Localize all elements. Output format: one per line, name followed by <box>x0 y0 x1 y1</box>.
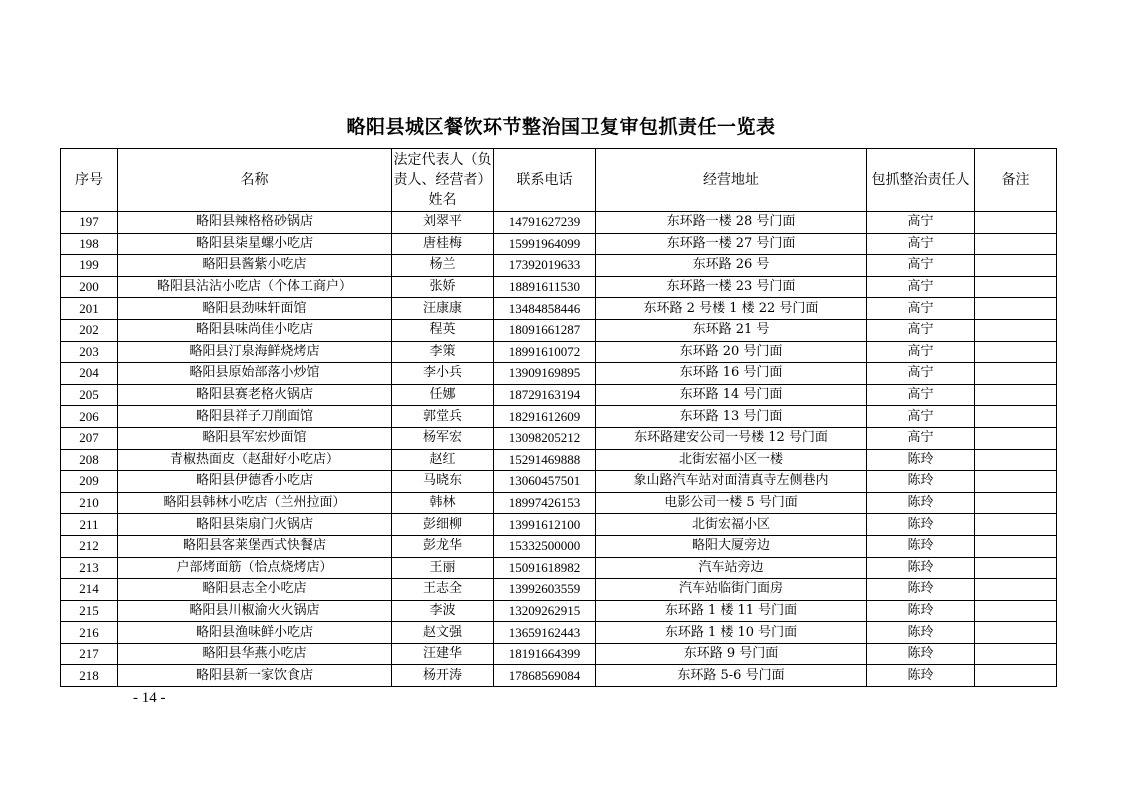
cell-phone: 15291469888 <box>494 449 596 471</box>
cell-name: 略阳县志全小吃店 <box>118 579 392 601</box>
cell-legal-rep: 赵文强 <box>392 622 494 644</box>
table-row <box>61 579 1057 601</box>
cell-address: 东环路 16 号门面 <box>596 363 867 385</box>
cell-seq: 208 <box>61 449 118 471</box>
header-seq: 序号 <box>61 149 118 212</box>
header-name: 名称 <box>118 149 392 212</box>
cell-address: 东环路建安公司一号楼 12 号门面 <box>596 427 867 449</box>
cell-legal-rep: 李小兵 <box>392 363 494 385</box>
table-row <box>61 600 1057 622</box>
cell-notes <box>975 600 1057 622</box>
cell-name: 略阳县军宏炒面馆 <box>118 427 392 449</box>
cell-legal-rep: 张娇 <box>392 276 494 298</box>
cell-name: 略阳县韩林小吃店（兰州拉面） <box>118 492 392 514</box>
cell-phone: 18291612609 <box>494 406 596 428</box>
cell-legal-rep: 杨兰 <box>392 255 494 277</box>
table-row <box>61 233 1057 255</box>
document-title: 略阳县城区餐饮环节整治国卫复审包抓责任一览表 <box>346 116 776 138</box>
cell-phone: 13992603559 <box>494 579 596 601</box>
cell-address: 北街宏福小区 <box>596 514 867 536</box>
cell-responsible: 陈玲 <box>867 492 975 514</box>
cell-notes <box>975 622 1057 644</box>
cell-phone: 13209262915 <box>494 600 596 622</box>
cell-seq: 218 <box>61 665 118 687</box>
cell-legal-rep: 刘翠平 <box>392 212 494 234</box>
responsibility-table <box>60 148 1057 687</box>
cell-seq: 198 <box>61 233 118 255</box>
cell-seq: 213 <box>61 557 118 579</box>
cell-notes <box>975 471 1057 493</box>
cell-seq: 210 <box>61 492 118 514</box>
cell-name: 略阳县新一家饮食店 <box>118 665 392 687</box>
cell-responsible: 高宁 <box>867 427 975 449</box>
table-header-row <box>61 149 1057 212</box>
cell-phone: 13098205212 <box>494 427 596 449</box>
cell-seq: 206 <box>61 406 118 428</box>
cell-phone: 18191664399 <box>494 643 596 665</box>
cell-responsible: 高宁 <box>867 406 975 428</box>
table-body <box>61 212 1057 687</box>
cell-address: 东环路 5-6 号门面 <box>596 665 867 687</box>
cell-legal-rep: 王丽 <box>392 557 494 579</box>
cell-notes <box>975 427 1057 449</box>
cell-responsible: 高宁 <box>867 255 975 277</box>
cell-name: 略阳县川椒渝火火锅店 <box>118 600 392 622</box>
cell-name: 略阳县原始部落小炒馆 <box>118 363 392 385</box>
cell-legal-rep: 彭细柳 <box>392 514 494 536</box>
cell-seq: 200 <box>61 276 118 298</box>
cell-phone: 15991964099 <box>494 233 596 255</box>
table-row <box>61 341 1057 363</box>
table-row <box>61 514 1057 536</box>
cell-address: 东环路 9 号门面 <box>596 643 867 665</box>
cell-notes <box>975 276 1057 298</box>
cell-name: 略阳县酱紫小吃店 <box>118 255 392 277</box>
cell-notes <box>975 492 1057 514</box>
table-row <box>61 557 1057 579</box>
cell-legal-rep: 韩林 <box>392 492 494 514</box>
cell-notes <box>975 233 1057 255</box>
cell-address: 东环路 2 号楼 1 楼 22 号门面 <box>596 298 867 320</box>
cell-phone: 13991612100 <box>494 514 596 536</box>
cell-responsible: 高宁 <box>867 384 975 406</box>
cell-address: 东环路一楼 27 号门面 <box>596 233 867 255</box>
cell-legal-rep: 唐桂梅 <box>392 233 494 255</box>
cell-legal-rep: 王志全 <box>392 579 494 601</box>
cell-phone: 15332500000 <box>494 535 596 557</box>
cell-phone: 13659162443 <box>494 622 596 644</box>
cell-phone: 18891611530 <box>494 276 596 298</box>
cell-responsible: 高宁 <box>867 298 975 320</box>
table-row <box>61 427 1057 449</box>
cell-notes <box>975 341 1057 363</box>
cell-seq: 201 <box>61 298 118 320</box>
cell-phone: 14791627239 <box>494 212 596 234</box>
cell-notes <box>975 643 1057 665</box>
cell-phone: 13484858446 <box>494 298 596 320</box>
cell-name: 略阳县渔味鲜小吃店 <box>118 622 392 644</box>
cell-seq: 205 <box>61 384 118 406</box>
cell-phone: 13060457501 <box>494 471 596 493</box>
cell-notes <box>975 255 1057 277</box>
table-row <box>61 319 1057 341</box>
cell-address: 东环路 13 号门面 <box>596 406 867 428</box>
cell-responsible: 陈玲 <box>867 557 975 579</box>
cell-address: 东环路 21 号 <box>596 319 867 341</box>
cell-legal-rep: 杨军宏 <box>392 427 494 449</box>
cell-responsible: 高宁 <box>867 363 975 385</box>
cell-phone: 13909169895 <box>494 363 596 385</box>
cell-name: 略阳县柒星螺小吃店 <box>118 233 392 255</box>
cell-responsible: 高宁 <box>867 319 975 341</box>
cell-legal-rep: 汪康康 <box>392 298 494 320</box>
cell-name: 略阳县汀泉海鲜烧烤店 <box>118 341 392 363</box>
cell-legal-rep: 马晓东 <box>392 471 494 493</box>
cell-legal-rep: 程英 <box>392 319 494 341</box>
cell-address: 东环路 20 号门面 <box>596 341 867 363</box>
cell-responsible: 高宁 <box>867 212 975 234</box>
cell-notes <box>975 514 1057 536</box>
cell-phone: 15091618982 <box>494 557 596 579</box>
cell-name: 略阳县伊德香小吃店 <box>118 471 392 493</box>
cell-name: 略阳县华燕小吃店 <box>118 643 392 665</box>
cell-phone: 18997426153 <box>494 492 596 514</box>
cell-responsible: 陈玲 <box>867 535 975 557</box>
cell-legal-rep: 李策 <box>392 341 494 363</box>
cell-name: 略阳县劲味轩面馆 <box>118 298 392 320</box>
header-address: 经营地址 <box>596 149 867 212</box>
cell-seq: 216 <box>61 622 118 644</box>
cell-name: 青椒热面皮（赵甜好小吃店） <box>118 449 392 471</box>
header-notes: 备注 <box>975 149 1057 212</box>
cell-notes <box>975 298 1057 320</box>
cell-address: 东环路一楼 23 号门面 <box>596 276 867 298</box>
cell-responsible: 高宁 <box>867 276 975 298</box>
cell-phone: 17868569084 <box>494 665 596 687</box>
page-number: - 14 - <box>133 690 166 706</box>
table-row <box>61 212 1057 234</box>
cell-phone: 18991610072 <box>494 341 596 363</box>
cell-legal-rep: 任娜 <box>392 384 494 406</box>
table-row <box>61 665 1057 687</box>
table-row <box>61 363 1057 385</box>
table-row <box>61 298 1057 320</box>
cell-address: 汽车站旁边 <box>596 557 867 579</box>
header-phone: 联系电话 <box>494 149 596 212</box>
cell-name: 户部烤面筋（恰点烧烤店） <box>118 557 392 579</box>
cell-name: 略阳县柒扇门火锅店 <box>118 514 392 536</box>
cell-address: 略阳大厦旁边 <box>596 535 867 557</box>
cell-notes <box>975 212 1057 234</box>
cell-responsible: 高宁 <box>867 341 975 363</box>
cell-address: 象山路汽车站对面清真寺左侧巷内 <box>596 471 867 493</box>
cell-phone: 18729163194 <box>494 384 596 406</box>
cell-responsible: 高宁 <box>867 233 975 255</box>
cell-legal-rep: 汪建华 <box>392 643 494 665</box>
cell-seq: 199 <box>61 255 118 277</box>
cell-name: 略阳县辣格格砂锅店 <box>118 212 392 234</box>
cell-legal-rep: 赵红 <box>392 449 494 471</box>
cell-address: 电影公司一楼 5 号门面 <box>596 492 867 514</box>
cell-responsible: 陈玲 <box>867 622 975 644</box>
table-row <box>61 492 1057 514</box>
cell-address: 东环路 1 楼 10 号门面 <box>596 622 867 644</box>
cell-seq: 217 <box>61 643 118 665</box>
table-row <box>61 622 1057 644</box>
cell-phone: 17392019633 <box>494 255 596 277</box>
cell-seq: 207 <box>61 427 118 449</box>
cell-address: 汽车站临街门面房 <box>596 579 867 601</box>
cell-name: 略阳县味尚佳小吃店 <box>118 319 392 341</box>
cell-name: 略阳县赛老格火锅店 <box>118 384 392 406</box>
cell-legal-rep: 彭龙华 <box>392 535 494 557</box>
cell-legal-rep: 郭堂兵 <box>392 406 494 428</box>
table-row <box>61 276 1057 298</box>
cell-seq: 211 <box>61 514 118 536</box>
cell-notes <box>975 384 1057 406</box>
cell-seq: 214 <box>61 579 118 601</box>
cell-notes <box>975 406 1057 428</box>
cell-responsible: 陈玲 <box>867 643 975 665</box>
header-legal-rep: 法定代表人（负责人、经营者）姓名 <box>392 149 494 212</box>
cell-name: 略阳县沾沾小吃店（个体工商户） <box>118 276 392 298</box>
cell-notes <box>975 449 1057 471</box>
table-row <box>61 643 1057 665</box>
cell-seq: 209 <box>61 471 118 493</box>
cell-legal-rep: 杨开涛 <box>392 665 494 687</box>
cell-seq: 212 <box>61 535 118 557</box>
cell-name: 略阳县客莱堡西式快餐店 <box>118 535 392 557</box>
cell-address: 东环路 26 号 <box>596 255 867 277</box>
cell-address: 东环路 14 号门面 <box>596 384 867 406</box>
cell-legal-rep: 李波 <box>392 600 494 622</box>
cell-notes <box>975 665 1057 687</box>
table-row <box>61 384 1057 406</box>
cell-phone: 18091661287 <box>494 319 596 341</box>
cell-notes <box>975 557 1057 579</box>
table-row <box>61 255 1057 277</box>
cell-seq: 202 <box>61 319 118 341</box>
cell-seq: 197 <box>61 212 118 234</box>
cell-notes <box>975 579 1057 601</box>
cell-address: 东环路 1 楼 11 号门面 <box>596 600 867 622</box>
header-responsible: 包抓整治责任人 <box>867 149 975 212</box>
cell-responsible: 陈玲 <box>867 579 975 601</box>
cell-name: 略阳县祥子刀削面馆 <box>118 406 392 428</box>
cell-notes <box>975 363 1057 385</box>
cell-responsible: 陈玲 <box>867 665 975 687</box>
cell-responsible: 陈玲 <box>867 600 975 622</box>
cell-notes <box>975 319 1057 341</box>
cell-responsible: 陈玲 <box>867 471 975 493</box>
cell-address: 东环路一楼 28 号门面 <box>596 212 867 234</box>
cell-notes <box>975 535 1057 557</box>
table-row <box>61 406 1057 428</box>
table-row <box>61 449 1057 471</box>
cell-address: 北街宏福小区一楼 <box>596 449 867 471</box>
cell-seq: 204 <box>61 363 118 385</box>
cell-seq: 203 <box>61 341 118 363</box>
table-row <box>61 535 1057 557</box>
cell-responsible: 陈玲 <box>867 514 975 536</box>
table-row <box>61 471 1057 493</box>
cell-seq: 215 <box>61 600 118 622</box>
cell-responsible: 陈玲 <box>867 449 975 471</box>
